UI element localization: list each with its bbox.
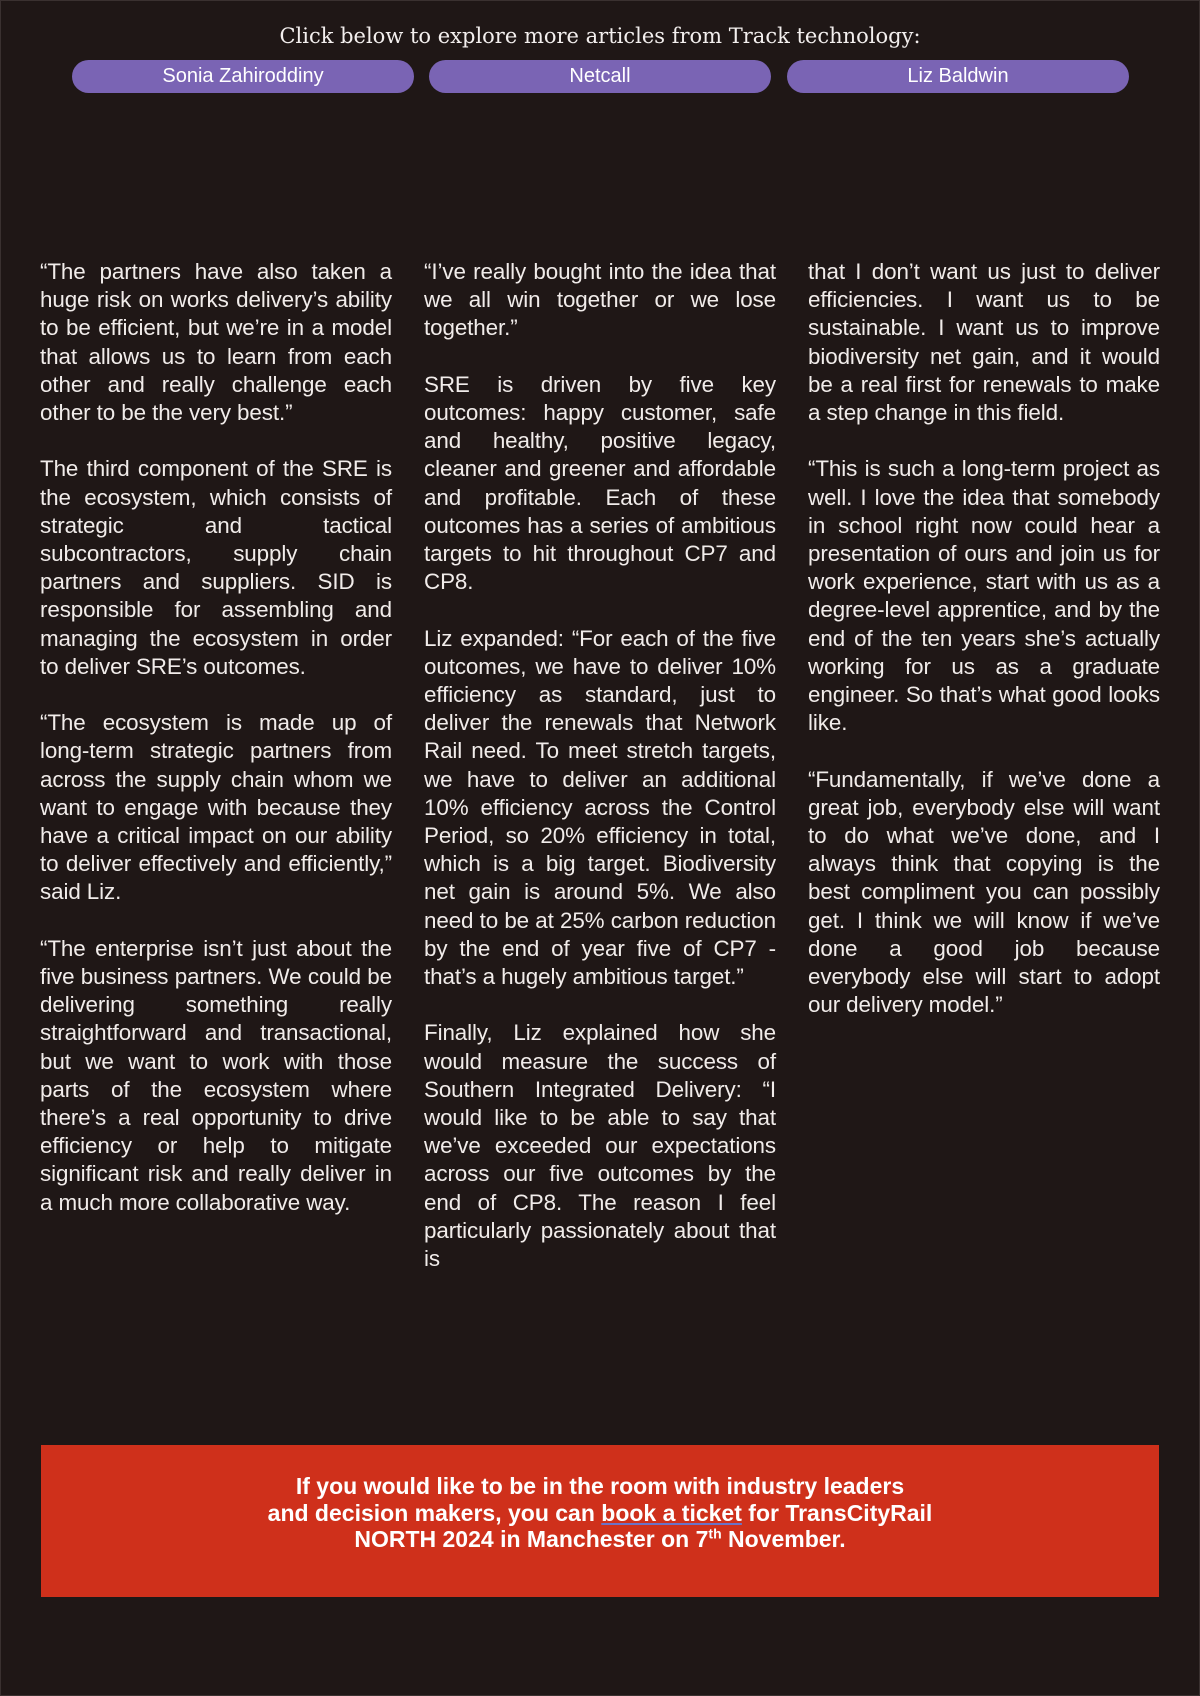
paragraph: The third component of the SRE is the ecosystem, which consists of strategic and tactical subcontractors, supply chain partners and suppliers. SID is responsible for assembling and managing the ecosystem in order to deliver SRE’s outcomes.	[40, 456, 392, 679]
article-link-sonia-zahiroddiny[interactable]: Sonia Zahiroddiny	[72, 60, 414, 93]
article-column-2	[424, 258, 776, 1301]
cta-line-1: If you would like to be in the room with industry leaders	[295, 1473, 905, 1499]
paragraph: “Fundamentally, if we’ve done a great job, everybody else will want to do what we’ve done, and I always think that copying is the best compliment you can possibly get. I think we will know if we’ve done a good job because everybody else will start to adopt our delivery model.”	[808, 766, 1160, 1018]
cta-text	[41, 1473, 1159, 1553]
event-cta-banner	[41, 1445, 1159, 1597]
paragraph: “The ecosystem is made up of long-term strategic partners from across the supply chain whom we want to engage with because they have a critical impact on our ability to deliver effectively and efficiently,” said Liz.	[40, 710, 392, 905]
cta-line-2-start: and decision makers, you can	[267, 1499, 602, 1526]
paragraph: Liz expanded: “For each of the five outcomes, we have to deliver 10% efficiency as standard, just to deliver the renewals that Network Rail need. To meet stretch targets, we have to deliver an additional 10% efficiency across the Control Period, so 20% efficiency in total, which is a big target. Biodiversity net gain is around 5%. We also need to be at 25% carbon reduction by the end of year five of CP7 - that’s a hugely ambitious target.”	[424, 625, 776, 990]
article-column-3	[808, 258, 1160, 1048]
cta-line-3-end: November.	[721, 1526, 846, 1552]
article-link-liz-baldwin[interactable]: Liz Baldwin	[787, 60, 1129, 93]
related-articles-nav	[72, 60, 1130, 93]
article-body	[40, 258, 1160, 1338]
date-ordinal: th	[708, 1525, 722, 1542]
explore-prompt: Click below to explore more articles from Track technology:	[279, 24, 921, 48]
cta-line-3-start: NORTH 2024 in Manchester on 7	[354, 1526, 709, 1552]
paragraph: “The enterprise isn’t just about the five business partners. We could be delivering something really straightforward and transactional, but we want to work with those parts of the ecosystem where there’s a real opportunity to drive efficiency or help to mitigate significant risk and really deliver in a much more collaborative way.	[40, 935, 392, 1215]
article-column-1	[40, 258, 392, 1245]
paragraph: “I’ve really bought into the idea that we all win together or we lose together.”	[424, 259, 776, 341]
article-link-netcall[interactable]: Netcall	[429, 60, 771, 93]
paragraph: that I don’t want us just to deliver efficiencies. I want us to be sustainable. I want us to improve biodiversity net gain, and it would be a real first for renewals to make a step change in this field.	[808, 259, 1160, 426]
paragraph: “This is such a long-term project as well. I love the idea that somebody in school right now could hear a presentation of ours and join us for work experience, start with us as a degree-level apprentice, and by the end of the ten years she’s actually working for us as a graduate engineer. So that’s what good looks like.	[808, 456, 1160, 736]
book-ticket-link[interactable]: book a ticket	[601, 1499, 742, 1526]
paragraph: SRE is driven by five key outcomes: happy customer, safe and healthy, positive legacy, cleaner and greener and affordable and profitable. Each of these outcomes has a series of ambitious targets to hit throughout CP7 and CP8.	[424, 371, 776, 595]
paragraph: Finally, Liz explained how she would measure the success of Southern Integrated Delivery: “I would like to be able to say that we’ve exceeded our expectations across our five outcomes by the end of CP8. The reason I feel particularly passionately about that is	[424, 1020, 776, 1272]
cta-line-2-end: for TransCityRail	[741, 1499, 933, 1526]
paragraph: “The partners have also taken a huge risk on works delivery’s ability to be efficient, but we’re in a model that allows us to learn from each other and really challenge each other to be the very best.”	[40, 259, 392, 426]
